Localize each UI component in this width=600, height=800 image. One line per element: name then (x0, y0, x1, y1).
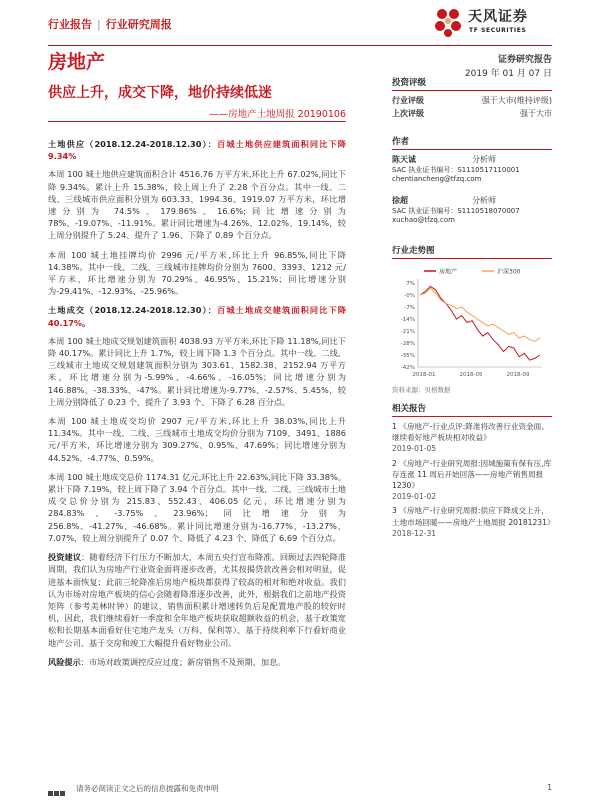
y-tick-label: -42% (400, 365, 415, 371)
author-entry (392, 195, 552, 234)
tf-securities-logo (432, 6, 550, 44)
transaction-heading (48, 304, 346, 328)
y-tick-label: -7% (404, 305, 415, 311)
y-tick-label: -35% (400, 353, 415, 359)
sidebar (392, 76, 555, 542)
author-email[interactable]: chentiancheng@tfzq.com (392, 175, 482, 183)
y-tick-label: 7% (406, 281, 415, 287)
qr-code-icon (48, 782, 70, 793)
supply-heading-highlight: 百城土地供应建筑面积同比下降 9.34% (48, 139, 346, 162)
risk-warning-text: ：市场对政策调控反应过度；新房销售不及预期，加息。 (80, 656, 286, 667)
page-footer (48, 780, 552, 796)
related-report-title: 1 《房地产-行业点评:降准将改善行业资金面、继续看好地产板块相对收益》 (392, 422, 549, 443)
related-report-date: 2019-01-02 (392, 492, 437, 502)
author-role: 分析师 (472, 155, 496, 164)
listing-price-paragraph: 本周 100 城土地挂牌均价 2996 元/平方米,环比上升 96.85%,同比下降 14.38%。其中一线、二线、三线城市挂牌均价分别为 7600、3393、1212 元/平方米，环比增速分别为 70.29%、46.95%、15.21%；同比增速分别为-29.41%、-12.93%、-25.96%。 (48, 249, 346, 297)
y-tick-label: -14% (400, 317, 415, 323)
transaction-heading-label: 土地成交（2018.12.24-2018.12.30）： (48, 305, 218, 316)
logo-text-cn: 天风证券 (468, 9, 528, 25)
related-report-title: 3 《房地产-行业研究周报:供应下降成交上升，土地市场回暖——房地产土地周报 20181231》 (392, 506, 555, 527)
legend-label: 房地产 (439, 268, 458, 276)
investment-advice-label: 投资建议 (48, 552, 82, 563)
footer-disclaimer: 请务必阅读正文之后的信息披露和免责申明 (76, 784, 219, 793)
report-subtitle: ——房地产土地周报 20190106 (209, 109, 346, 120)
author-sac-number: SAC 执业证书编号：S1110518070007 (392, 207, 520, 215)
report-header (48, 9, 552, 46)
header-separator: | (97, 18, 101, 31)
related-report-date: 2019-01-05 (392, 444, 437, 454)
report-date: 2019 年 01 月 07 日 (464, 69, 552, 79)
header-tag-industry-report: 行业报告 (48, 18, 92, 31)
rating-row-current (392, 95, 552, 108)
supply-heading (48, 138, 346, 162)
related-report-item[interactable] (392, 421, 552, 455)
x-tick-label: 2018-09 (506, 372, 530, 378)
investment-advice-paragraph (48, 551, 346, 649)
author-sac-number: SAC 执业证书编号：S1110517110001 (392, 166, 520, 174)
related-report-title: 2 《房地产-行业研究周报:因城施策有保有压,库存连涨 11 周后开始回落——房地产销售周报 1230》 (392, 458, 552, 491)
related-report-date: 2018-12-31 (392, 528, 437, 538)
transaction-heading-highlight: 百城土地成交建筑面积同比下降 40.17%。 (48, 305, 346, 328)
logo-text-en: TF SECURITIES (469, 27, 527, 34)
transaction-price-paragraph: 本周 100 城土地成交均价 2907 元/平方米,环比上升 38.03%,同比上升 11.34%。其中一线、二线、三线城市土地成交均价分别为 7109、3491、1886 元/平方米，环比增速分别为 309.27%、0.95%、47.69%；同比增速分别为 44.52%、-4.77%、0.59%。 (48, 416, 346, 463)
investment-advice-text: ：随着经济下行压力不断加大，本周五央行宣布降准。回顾过去四轮降准周期，我们认为房地产行业资金面将逐步改善，尤其按揭贷款改善会相对明显，促进基本面恢复；此前三轮降准后房地产板块都获得了较高的相对和绝对收益。我们认为市场对房地产板块的信心会随着降准逐步改善，此外，根据我们之前地产投资矩阵（参考美林时钟）的建议，销售面积累计增速转负后是配置地产股的较好时机，因此，我们继续看好一季度和全年地产板块获取超额收益的机会，基于政策宽松和长期基本面看好住宅地产龙头（万科、保利等）、基于持续利率下行看好商业地产公司、基于交房和竣工大幅提升看好物业公司。 (48, 552, 346, 648)
industry-trend-chart (392, 263, 552, 383)
related-report-item[interactable] (392, 458, 552, 503)
rating-value-current: 强于大市(维持评级) (481, 96, 552, 105)
header-tag-weekly: 行业研究周报 (105, 18, 172, 31)
author-email[interactable]: xuchao@tfzq.com (392, 216, 455, 224)
page-number: 1 (547, 783, 552, 792)
legend-label: 沪深300 (497, 268, 521, 276)
risk-warning-paragraph (48, 656, 346, 668)
chart-source: 资料来源：贝格数据 (392, 386, 451, 394)
transaction-total-paragraph: 本周 100 城土地成交总价 1174.31 亿元,环比上升 22.63%,同比下降 33.38%。累计下降 7.19%，较上周下降了 3.94 个百分点。其中一线、二线、三线城市土地成交总价分别为 215.83、552.43、406.05 亿元，环比增速分别为 284.83%、-3.75%、23.96%；同比增速分别为 256.8%、-41.27%、-46.68%。累计同比增速分别为-16.77%、-13.27%、7.07%，较上周分别提升了 0.07 个、降低了 4.23 个、降低了 6.69 个百分点。 (48, 471, 346, 543)
report-title: 供应上升，成交下降，地价持续低迷 (48, 85, 272, 101)
risk-warning-label: 风险提示 (48, 656, 81, 667)
transaction-area-paragraph: 本周 100 城土地成交规划建筑面积 4038.93 万平方米,环比下降 11.18%,同比下降 40.17%。累计同比上升 1.7%，较上周下降 1.3 个百分点。其中一线、二线、三线城市土地成交规划建筑面积分别为 303.61、1582.38、2152.94 万平方米，环比增速分别为-5.99%、-4.66%、-16.05%；同比增速分别为 146.88%、-38.33%、-47%。累计同比增速为-9.77%、-2.57%、5.45%，较上周分别降低了 0.23 个、提升了 3.93 个、下降了 6.28 百分点。 (48, 335, 346, 407)
title-divider (48, 121, 346, 122)
report-type: 证券研究报告 (497, 55, 552, 65)
supply-paragraph: 本周 100 城土地供应建筑面积合计 4516.76 万平方米,环比上升 67.02%,同比下降 9.34%。累计上升 15.38%，较上周上升了 2.28 个百分点。其中一线、二线、三线城市供应面积分别为 603.33、1994.36、1919.07 万平方米，环比增速分别为 74.5%、179.86%、16.6%;同比增速分别为 78%、-19.07%、-11.91%。累计同比增速为-4.26%、12.02%、19.14%，较上周分别提升了 5.24、提升了 1.96、下降了 0.89 个百分点。 (48, 169, 346, 241)
author-entry (392, 154, 552, 193)
y-tick-label: -28% (400, 341, 415, 347)
author-name: 徐超 (392, 196, 408, 205)
main-column (48, 138, 346, 675)
series-line (420, 286, 540, 360)
header-tags (48, 16, 172, 32)
related-report-item[interactable] (392, 505, 555, 539)
author-role: 分析师 (472, 196, 496, 205)
x-tick-label: 2018-01 (412, 372, 436, 378)
trend-chart-heading: 行业走势图 (392, 244, 552, 259)
y-tick-label: -21% (400, 329, 415, 335)
rating-heading: 投资评级 (392, 76, 552, 91)
related-reports-heading: 相关报告 (392, 402, 552, 417)
sector-title: 房地产 (48, 51, 106, 73)
author-name: 陈天诚 (392, 155, 416, 164)
logo-mark-icon (432, 6, 464, 38)
trend-chart-svg (392, 263, 552, 383)
supply-heading-label: 土地供应（2018.12.24-2018.12.30）： (48, 139, 218, 149)
y-tick-label: -0% (404, 293, 415, 299)
rating-row-previous (392, 108, 552, 121)
author-heading: 作者 (392, 135, 552, 150)
rating-label-previous: 上次评级 (392, 109, 424, 118)
rating-label-current: 行业评级 (392, 96, 424, 105)
rating-value-previous: 强于大市 (520, 109, 552, 118)
x-tick-label: 2018-05 (459, 372, 483, 378)
